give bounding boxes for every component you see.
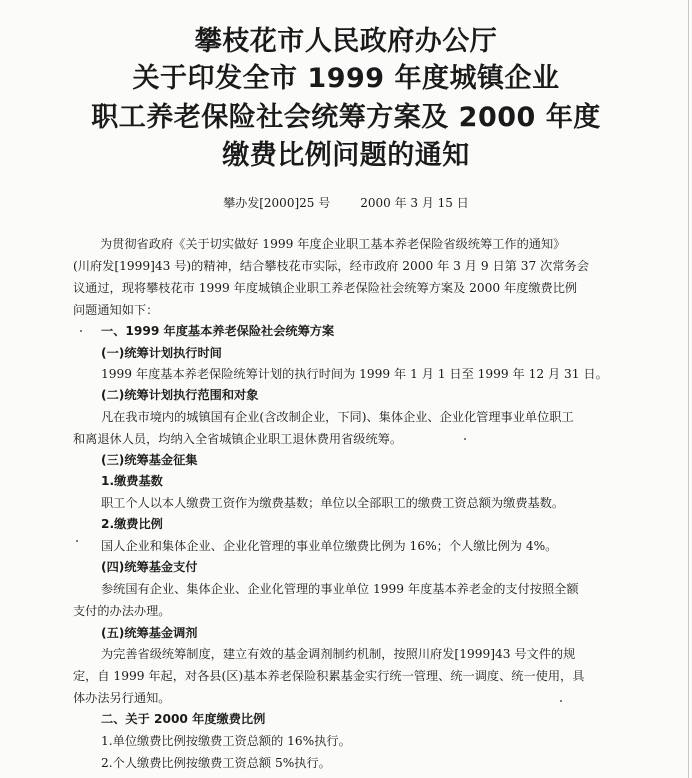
paragraph-line: 体办法另行通知。 <box>73 691 171 705</box>
paragraph-line: (川府发[1999]43 号)的精神，结合攀枝花市实际，经市政府 2000 年 3 月 9 日第 37 次常务会 <box>73 259 589 273</box>
paragraph-line: 2.个人缴费比例按缴费工资总额 5%执行。 <box>101 756 331 770</box>
paragraph-line: 问题通知如下： <box>73 303 159 317</box>
scan-speck <box>560 700 562 702</box>
document-title-line-4: 缴费比例问题的通知 <box>222 140 470 171</box>
subsection-heading: (五)统筹基金调剂 <box>101 626 198 640</box>
document-number: 攀办发[2000]25 号 <box>223 196 331 210</box>
paragraph-line: 参统国有企业、集体企业、企业化管理的事业单位 1999 年度基本养老金的支付按照全额 <box>101 582 579 596</box>
subsection-heading: (一)统筹计划执行时间 <box>101 346 222 360</box>
section-heading-1: 一、1999 年度基本养老保险社会统筹方案 <box>101 324 335 338</box>
scan-speck <box>76 540 78 542</box>
paragraph-line: 凡在我市境内的城镇国有企业(含改制企业，下同)、集体企业、企业化管理事业单位职工 <box>101 410 574 424</box>
paragraph-line: 职工个人以本人缴费工资作为缴费基数；单位以全部职工的缴费工资总额为缴费基数。 <box>101 496 565 510</box>
item-heading: 2.缴费比例 <box>101 517 163 531</box>
section-heading-2: 二、关于 2000 年度缴费比例 <box>101 712 266 726</box>
subsection-heading: (二)统筹计划执行范围和对象 <box>101 388 259 402</box>
document-title-line-3: 职工养老保险社会统筹方案及 2000 年度 <box>91 102 601 133</box>
subsection-heading: (四)统筹基金支付 <box>101 560 198 574</box>
paragraph-line: 1.单位缴费比例按缴费工资总额的 16%执行。 <box>101 734 351 748</box>
item-heading: 1.缴费基数 <box>101 474 163 488</box>
paragraph-line: 为完善省级统筹制度，建立有效的基金调剂制约机制，按照川府发[1999]43 号文件的规 <box>101 647 576 661</box>
document-title-line-2: 关于印发全市 1999 年度城镇企业 <box>132 63 560 94</box>
document-date: 2000 年 3 月 15 日 <box>360 196 469 210</box>
scan-speck <box>80 330 82 332</box>
document-reference <box>0 194 692 211</box>
document-title-line-1: 攀枝花市人民政府办公厅 <box>194 26 498 57</box>
paragraph-line: 国人企业和集体企业、企业化管理的事业单位缴费比例为 16%；个人缴比例为 4%。 <box>101 539 558 553</box>
scan-speck <box>464 438 466 440</box>
paragraph-line: 议通过，现将攀枝花市 1999 年度城镇企业职工养老保险社会统筹方案及 2000 年度缴费比例 <box>73 281 578 295</box>
paragraph-line: 定，自 1999 年起，对各县(区)基本养老保险积累基金实行统一管理、统一调度、统一使用，具 <box>73 669 585 683</box>
paragraph-line: 为贯彻省政府《关于切实做好 1999 年度企业职工基本养老保险省级统筹工作的通知》 <box>100 237 566 251</box>
paragraph-line: 支付的办法办理。 <box>73 604 171 618</box>
paragraph-line: 和离退休人员，均纳入全省城镇企业职工退休费用省级统筹。 <box>73 432 403 446</box>
subsection-heading: (三)统筹基金征集 <box>101 453 198 467</box>
page-edge-rule <box>688 0 689 778</box>
paragraph-line: 1999 年度基本养老保险统筹计划的执行时间为 1999 年 1 月 1 日至 1999 年 12 月 31 日。 <box>101 367 608 381</box>
